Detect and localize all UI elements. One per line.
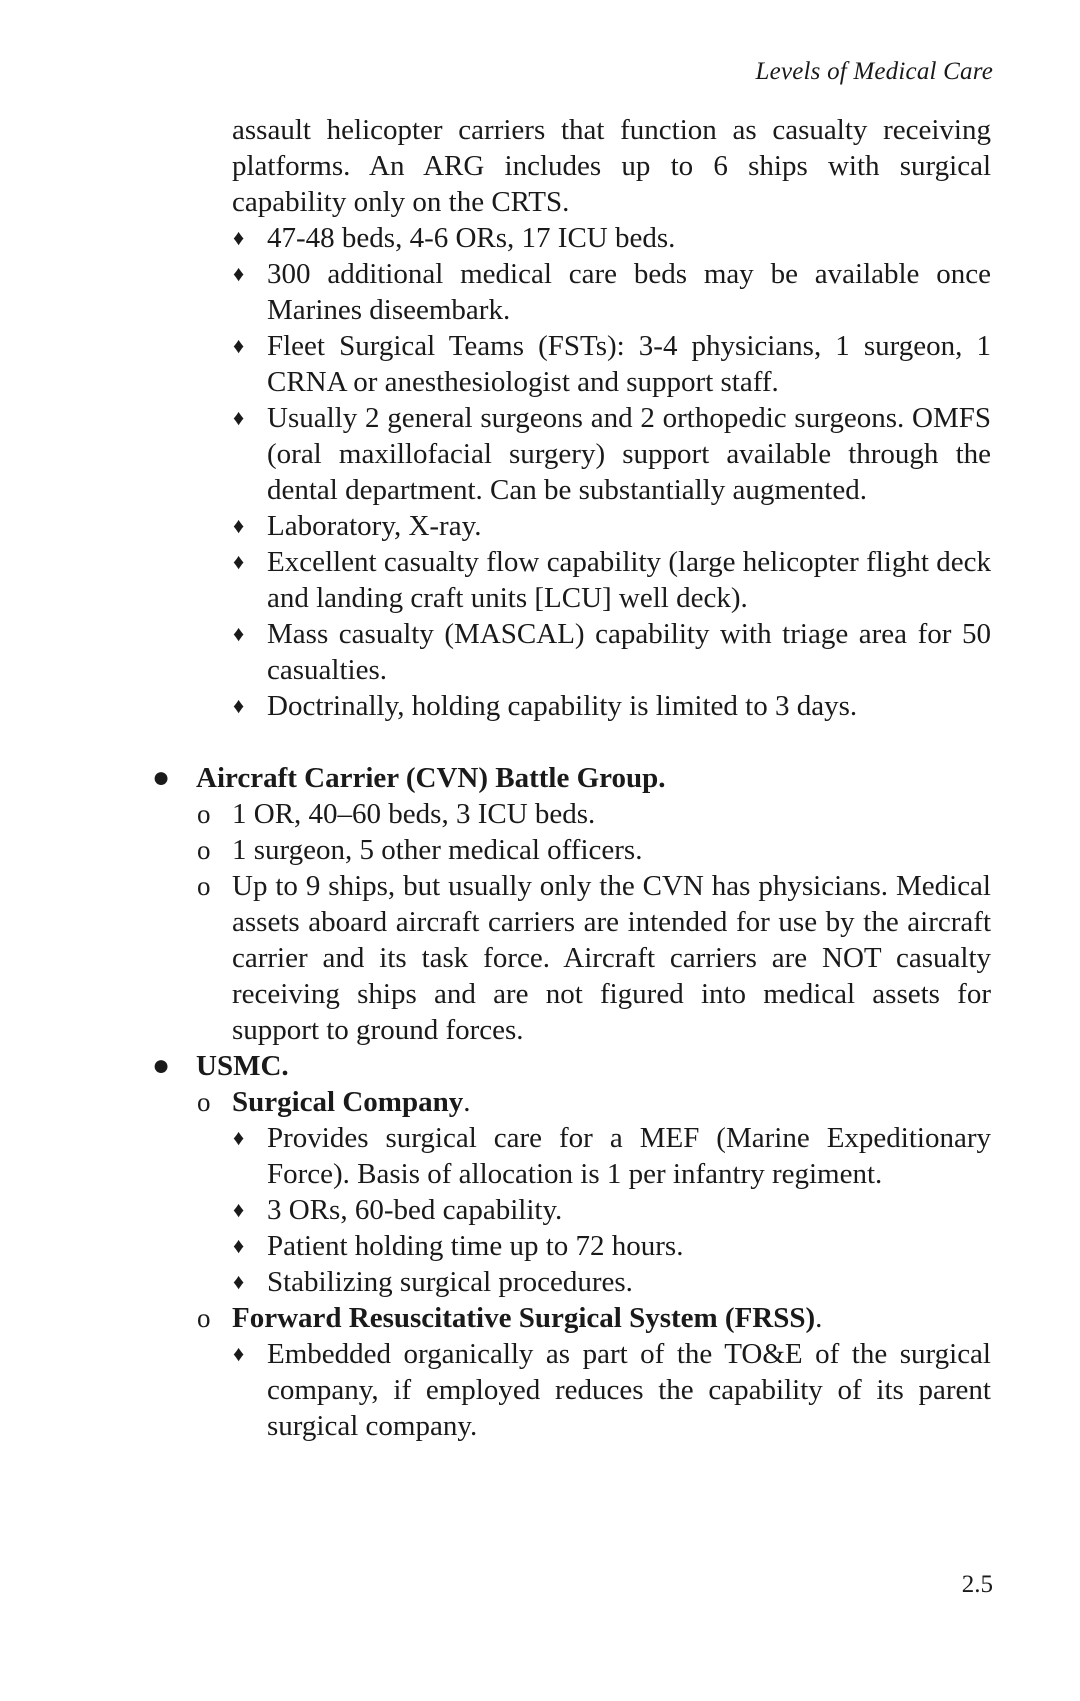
list-item — [233, 1120, 991, 1192]
list-item-text: Excellent casualty flow capability (large helicopter flight deck and landing craft units [LCU] well deck). — [267, 546, 991, 614]
list-item-text: Provides surgical care for a MEF (Marine Expeditionary Force). Basis of allocation is 1 per infantry regiment. — [267, 1122, 991, 1190]
list-item-text: Fleet Surgical Teams (FSTs): 3-4 physicians, 1 surgeon, 1 CRNA or anesthesiologist and support staff. — [267, 330, 991, 398]
section-heading — [152, 1048, 991, 1084]
list-item — [233, 1192, 991, 1228]
usmc-section — [0, 1048, 1080, 1444]
diamond-bullet-icon: ♦ — [233, 1125, 245, 1150]
list-item — [233, 688, 991, 724]
diamond-bullet-icon: ♦ — [233, 1341, 245, 1366]
filled-circle-bullet-icon: ● — [152, 761, 171, 794]
list-item — [197, 868, 991, 1048]
list-item — [233, 616, 991, 688]
list-item — [197, 832, 991, 868]
arg-capability-list — [0, 220, 1080, 724]
frss-suffix: . — [815, 1302, 823, 1334]
list-item-text: Stabilizing surgical procedures. — [267, 1266, 633, 1298]
hollow-circle-bullet-icon: o — [197, 799, 211, 829]
list-item-text: 300 additional medical care beds may be available once Marines diseembark. — [267, 258, 991, 326]
list-item — [233, 256, 991, 328]
intro-paragraph: assault helicopter carriers that function as casualty receiving platforms. An ARG includes up to 6 ships with surgical capability only on the CRTS. — [232, 114, 991, 218]
page-number: 2.5 — [961, 1571, 993, 1598]
diamond-bullet-icon: ♦ — [233, 513, 245, 538]
list-item — [233, 220, 991, 256]
filled-circle-bullet-icon: ● — [152, 1049, 171, 1082]
surgical-company-suffix: . — [463, 1086, 471, 1118]
list-item-text: 3 ORs, 60-bed capability. — [267, 1194, 563, 1226]
diamond-bullet-icon: ♦ — [233, 1233, 245, 1258]
list-item — [233, 328, 991, 400]
section-heading — [152, 760, 991, 796]
list-item-text: Doctrinally, holding capability is limited to 3 days. — [267, 690, 858, 722]
usmc-heading-text: USMC. — [196, 1050, 289, 1082]
list-item-text: Usually 2 general surgeons and 2 orthopedic surgeons. OMFS (oral maxillofacial surgery) support available through the dental department. Can be substantially augmented. — [267, 402, 991, 506]
diamond-bullet-icon: ♦ — [233, 693, 245, 718]
list-item — [233, 1336, 991, 1444]
list-item — [233, 508, 991, 544]
list-item-text: 1 OR, 40–60 beds, 3 ICU beds. — [232, 798, 596, 830]
diamond-bullet-icon: ♦ — [233, 1269, 245, 1294]
list-item-text: Patient holding time up to 72 hours. — [267, 1230, 684, 1262]
diamond-bullet-icon: ♦ — [233, 549, 245, 574]
list-item — [233, 1264, 991, 1300]
diamond-bullet-icon: ♦ — [233, 333, 245, 358]
cvn-section — [0, 760, 1080, 1048]
surgical-company-title: Surgical Company — [232, 1086, 464, 1118]
list-item-text: Embedded organically as part of the TO&E of the surgical company, if employed reduces the capability of its parent surgical company. — [267, 1338, 991, 1442]
list-item-text: Laboratory, X-ray. — [267, 510, 482, 542]
section-spacer — [0, 724, 1080, 760]
diamond-bullet-icon: ♦ — [233, 621, 245, 646]
list-item-text: 47-48 beds, 4-6 ORs, 17 ICU beds. — [267, 222, 676, 254]
list-item — [233, 544, 991, 616]
diamond-bullet-icon: ♦ — [233, 225, 245, 250]
list-item-text: Mass casualty (MASCAL) capability with triage area for 50 casualties. — [267, 618, 991, 686]
diamond-bullet-icon: ♦ — [233, 261, 245, 286]
subsection-heading — [197, 1084, 991, 1120]
hollow-circle-bullet-icon: o — [197, 835, 211, 865]
frss-title: Forward Resuscitative Surgical System (FRSS) — [232, 1302, 816, 1334]
list-item — [233, 1228, 991, 1264]
running-header-title: Levels of Medical Care — [755, 58, 993, 85]
cvn-heading-text: Aircraft Carrier (CVN) Battle Group. — [196, 762, 666, 794]
hollow-circle-bullet-icon: o — [197, 1303, 211, 1333]
list-item — [233, 400, 991, 508]
list-item-text: Up to 9 ships, but usually only the CVN has physicians. Medical assets aboard aircraft carriers are intended for use by the aircraft carrier and its task force. Aircraft carriers are NOT casualty receiving ships and are not figured into medical assets for support to ground forces. — [232, 870, 991, 1046]
list-item — [197, 796, 991, 832]
page-body — [0, 112, 1080, 1444]
hollow-circle-bullet-icon: o — [197, 1087, 211, 1117]
list-item-text: 1 surgeon, 5 other medical officers. — [232, 834, 643, 866]
diamond-bullet-icon: ♦ — [233, 405, 245, 430]
subsection-heading — [197, 1300, 991, 1336]
hollow-circle-bullet-icon: o — [197, 871, 211, 901]
diamond-bullet-icon: ♦ — [233, 1197, 245, 1222]
